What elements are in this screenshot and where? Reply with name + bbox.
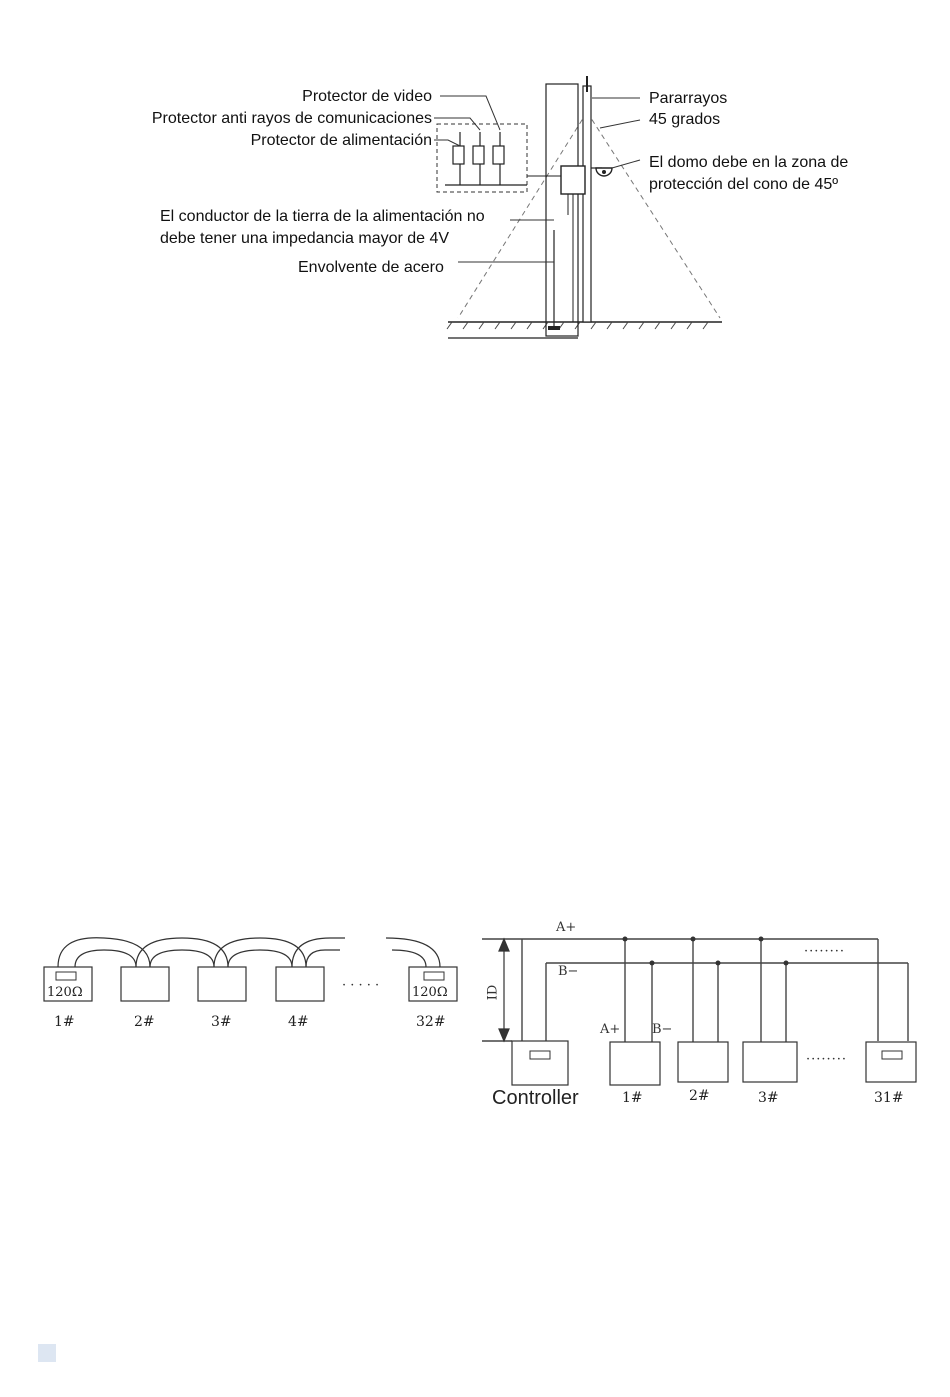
node-2 bbox=[121, 967, 169, 1001]
page-corner-mark bbox=[38, 1344, 56, 1362]
bus-node-1 bbox=[610, 1042, 660, 1085]
label-ground-line1: El conductor de la tierra de la alimentación no bbox=[160, 208, 485, 225]
pole bbox=[583, 86, 591, 322]
leader-lines bbox=[434, 96, 640, 262]
cone-right bbox=[587, 112, 720, 318]
label-protector-video: Protector de video bbox=[302, 88, 432, 105]
bus-b-label: B− bbox=[558, 964, 579, 979]
node-b-label: B− bbox=[652, 1022, 673, 1037]
resistor-label-right: 120Ω bbox=[412, 985, 448, 1000]
controller-label: Controller bbox=[492, 1087, 579, 1109]
label-angle: 45 grados bbox=[649, 111, 721, 128]
controller-box bbox=[512, 1041, 568, 1085]
daisy-chain-nodes bbox=[44, 967, 457, 1001]
label-dome-line2: protección del cono de 45º bbox=[649, 176, 839, 193]
daisy-node-label: 4# bbox=[288, 1014, 309, 1030]
bus-dots-bottom: ········ bbox=[806, 1052, 848, 1067]
node-a-label: A+ bbox=[600, 1022, 621, 1037]
bus-node-label: 1# bbox=[622, 1090, 643, 1106]
daisy-node-label: 2# bbox=[134, 1014, 155, 1030]
daisy-node-label: 1# bbox=[54, 1014, 75, 1030]
bus-node-label: 3# bbox=[758, 1090, 779, 1106]
bus-node-label: 31# bbox=[874, 1090, 904, 1106]
daisy-node-label: 32# bbox=[416, 1014, 446, 1030]
node-3 bbox=[198, 967, 246, 1001]
height-label: ID bbox=[485, 984, 501, 1001]
bus-nodes bbox=[512, 1041, 916, 1085]
label-protector-power: Protector de alimentación bbox=[250, 132, 432, 149]
bus-node-3 bbox=[743, 1042, 797, 1082]
bus-dots-top: ········ bbox=[804, 944, 846, 959]
bus-node-label: 2# bbox=[689, 1088, 710, 1104]
bus-junctions bbox=[623, 937, 789, 966]
daisy-node-label: 3# bbox=[211, 1014, 232, 1030]
node-4 bbox=[276, 967, 324, 1001]
equipment-box bbox=[561, 166, 585, 194]
label-protector-comms: Protector anti rayos de comunicaciones bbox=[151, 110, 432, 127]
label-steel-enclosure: Envolvente de acero bbox=[298, 259, 444, 276]
height-arrow bbox=[499, 939, 509, 1041]
protector-modules bbox=[445, 132, 527, 185]
daisy-chain-wires bbox=[58, 938, 440, 967]
label-dome-line1: El domo debe en la zona de bbox=[649, 154, 849, 171]
bus-node-2 bbox=[678, 1042, 728, 1082]
label-lightning-rod: Pararrayos bbox=[649, 90, 728, 107]
daisy-ellipsis: · · · · · bbox=[342, 978, 380, 993]
bus-a-label: A+ bbox=[556, 920, 577, 935]
terminal-resistors bbox=[56, 972, 444, 980]
label-ground-line2: debe tener una impedancia mayor de 4V bbox=[160, 230, 450, 247]
resistor-label-left: 120Ω bbox=[47, 985, 83, 1000]
bus-node-31 bbox=[866, 1042, 916, 1082]
